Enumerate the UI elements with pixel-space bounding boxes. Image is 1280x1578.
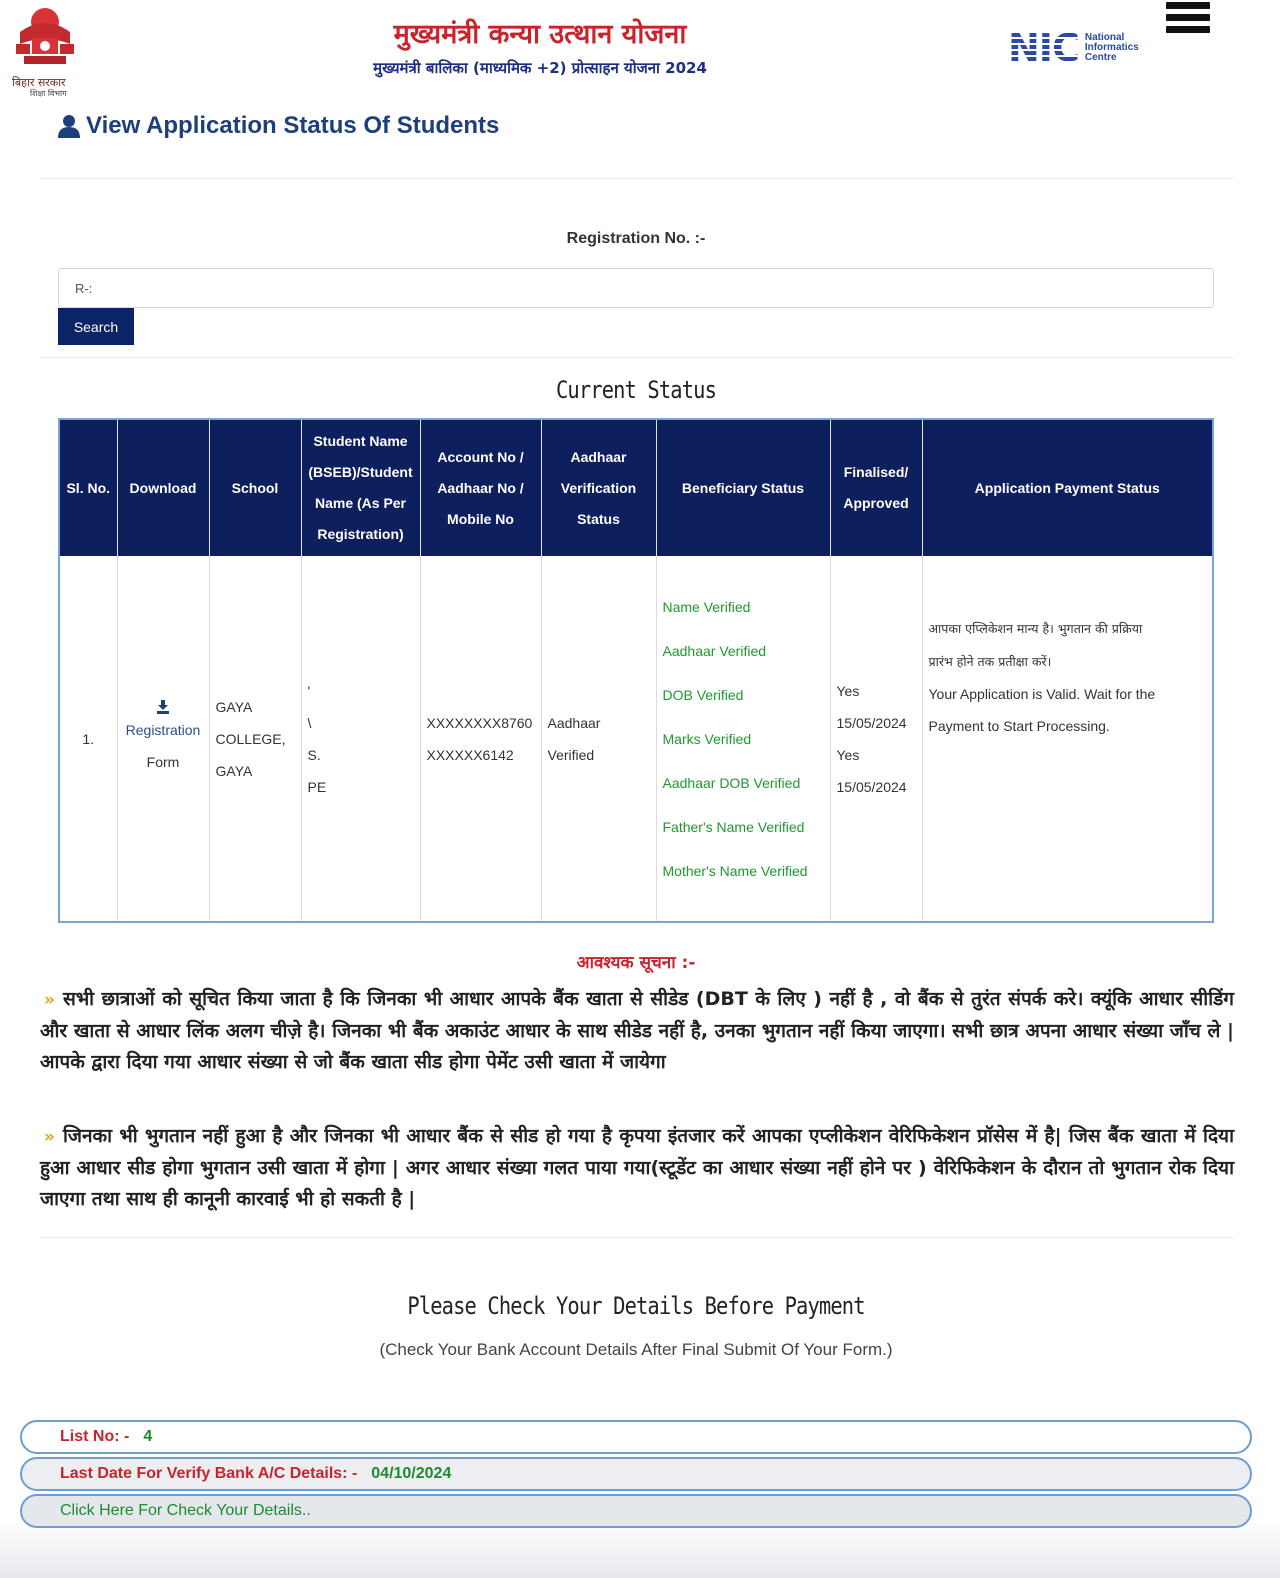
table-row <box>59 556 1213 922</box>
download-label: Form <box>146 753 180 770</box>
beneficiary-item: Aadhaar Verified <box>662 642 767 659</box>
aadhaar-line: Verified <box>547 746 595 763</box>
registration-label: Registration No. :- <box>566 230 706 247</box>
col-aadhaar-status <box>541 419 656 556</box>
divider <box>40 178 1234 179</box>
page-title <box>58 112 499 140</box>
account-line: XXXXXX6142 <box>426 746 514 763</box>
finalised-line: Yes <box>836 682 860 699</box>
last-date-label: Last Date For Verify Bank A/C Details: - <box>60 1465 358 1482</box>
col-account-no <box>420 419 541 556</box>
payment-line: आपका एप्लिकेशन मान्य है। भुगतान की प्रक्रिया <box>928 621 1143 636</box>
col-aadhaar-line: Status <box>577 510 620 527</box>
nic-line-3: Centre <box>1084 52 1117 63</box>
list-no-label: List No: - <box>60 1428 130 1445</box>
scheme-subtitle: मुख्यमंत्री बालिका (माध्यमिक +2) प्रोत्साहन योजना 2024 <box>373 59 707 77</box>
cell-payment-status <box>922 556 1213 922</box>
check-details-link[interactable] <box>20 1494 1252 1528</box>
status-table <box>58 418 1214 923</box>
school-line: GAYA <box>215 698 253 715</box>
finalised-line: 15/05/2024 <box>836 778 907 795</box>
scheme-title: मुख्यमंत्री कन्या उत्थान योजना <box>393 19 687 50</box>
col-aadhaar-line: Aadhaar <box>570 448 627 465</box>
cell-school <box>209 556 301 922</box>
cell-beneficiary-status <box>656 556 830 922</box>
list-no-value: 4 <box>143 1428 153 1445</box>
finalised-line: 15/05/2024 <box>836 714 907 731</box>
student-line: ' <box>307 682 311 699</box>
col-student-line: Name (As Per <box>314 495 407 511</box>
payment-check-subtitle: (Check Your Bank Account Details After Final Submit Of Your Form.) <box>379 1340 893 1359</box>
user-icon <box>58 114 80 138</box>
double-arrow-icon: » <box>44 1127 55 1147</box>
col-student-line: (BSEB)/Student <box>308 464 413 480</box>
notice-text: सभी छात्राओं को सूचित किया जाता है कि जिनका भी आधार आपके बैंक खाता से सीडेड (DBT के लिए ) नहीं है , वो बैंक से तुरंत संपर्क करे। क्यूंकि आधार सीडिंग और खाता से आधार लिंक अलग चीज़े है। जिनका भी बैंक अकाउंट आधार के साथ सीडेड नहीं है, उनका भुगतान नहीं किया जाएगा। सभी छात्र अपना आधार संख्या जाँच ले | आपके द्वारा दिया गया आधार संख्या से जो बैंक खाता सीड होगा पेमेंट उसी खाता में जायेगा <box>40 988 1234 1073</box>
notice-paragraph-1 <box>40 984 1234 1078</box>
col-student-line: Registration) <box>317 526 404 542</box>
nic-caption <box>1085 33 1139 63</box>
download-icon <box>156 700 170 714</box>
beneficiary-item: DOB Verified <box>662 686 744 703</box>
payment-line: Your Application is Valid. Wait for the <box>928 686 1156 702</box>
school-line: GAYA <box>215 762 253 779</box>
nic-line-1: National <box>1084 32 1125 43</box>
list-no-bar <box>20 1420 1252 1454</box>
col-payment-status: Application Payment Status <box>922 419 1213 556</box>
notice-text: जिनका भी भुगतान नहीं हुआ है और जिनका भी आधार बैंक से सीड हो गया है कृपया इंतजार करें आपका एप्लीकेशन वेरिफिकेशन प्रॉसेस में है| जिस बैंक खाता में दिया हुआ आधार सीड होगा भुगतान उसी खाता में होगा | अगर आधार संख्या गलत पाया गया(स्टूडेंट का आधार संख्या नहीं होने पर ) वेरिफिकेशन के दौरान तो भुगतान रोक दिया जाएगा तथा साथ ही कानूनी कारवाई भी हो सकती है | <box>40 1125 1234 1210</box>
cell-aadhaar-status <box>541 556 656 922</box>
download-label: Registration <box>125 721 201 738</box>
payment-line: प्रारंभ होने तक प्रतीक्षा करें। <box>928 654 1052 669</box>
cell-finalised <box>830 556 922 922</box>
nic-wordmark: NIC <box>1008 26 1079 70</box>
col-school: School <box>209 419 301 556</box>
col-finalised <box>830 419 922 556</box>
col-account-line: Aadhaar No / <box>437 479 524 496</box>
registration-input[interactable] <box>58 268 1214 308</box>
aadhaar-line: Aadhaar <box>547 714 601 731</box>
bottom-shade <box>0 1520 1280 1578</box>
cell-account-no <box>420 556 541 922</box>
beneficiary-item: Mother's Name Verified <box>662 862 808 879</box>
site-header <box>0 0 1280 110</box>
col-student-line: Student Name <box>313 433 408 449</box>
col-aadhaar-line: Verification <box>560 479 637 496</box>
nic-line-2: Informatics <box>1084 42 1139 53</box>
beneficiary-item: Name Verified <box>662 598 751 615</box>
notice-title: आवश्यक सूचना :- <box>576 953 696 973</box>
student-line: S. <box>307 746 321 763</box>
hamburger-menu-icon[interactable] <box>1166 2 1210 46</box>
table-header-row <box>59 419 1213 556</box>
student-line: \ <box>307 714 312 731</box>
divider <box>40 1237 1234 1238</box>
beneficiary-item: Father's Name Verified <box>662 818 805 835</box>
page-title-text: View Application Status Of Students <box>86 112 500 139</box>
col-finalised-line: Approved <box>843 495 909 511</box>
beneficiary-item: Aadhaar DOB Verified <box>662 774 801 791</box>
payment-line: Payment to Start Processing. <box>928 718 1110 734</box>
search-button[interactable]: Search <box>58 308 134 345</box>
col-finalised-line: Finalised/ <box>843 464 909 480</box>
col-account-line: Mobile No <box>447 510 514 527</box>
dept-caption: शिक्षा विभाग <box>30 89 67 98</box>
cell-sl-no: 1. <box>59 556 117 922</box>
check-details-text: Click Here For Check Your Details.. <box>60 1502 311 1519</box>
menu-bar <box>1166 2 1210 9</box>
col-sl-no: Sl. No. <box>59 419 117 556</box>
double-arrow-icon: » <box>44 990 55 1010</box>
payment-check-title: Please Check Your Details Before Payment <box>407 1292 865 1320</box>
menu-bar <box>1166 14 1210 21</box>
col-student-name <box>301 419 420 556</box>
download-registration-form-link[interactable] <box>117 556 209 922</box>
school-line: COLLEGE, <box>215 730 286 747</box>
account-line: XXXXXXXX8760 <box>426 714 533 731</box>
col-account-line: Account No / <box>437 448 524 465</box>
col-beneficiary-status: Beneficiary Status <box>656 419 830 556</box>
finalised-line: Yes <box>836 746 860 763</box>
col-download: Download <box>117 419 209 556</box>
notice-paragraph-2 <box>40 1121 1234 1215</box>
cell-student-name <box>301 556 420 922</box>
nic-logo <box>1008 28 1158 68</box>
last-date-value: 04/10/2024 <box>371 1465 452 1482</box>
current-status-title: Current Status <box>555 376 717 404</box>
menu-bar <box>1166 26 1210 33</box>
state-caption: बिहार सरकार <box>12 76 66 89</box>
divider <box>40 357 1234 358</box>
student-line: PE <box>307 778 327 795</box>
last-date-bar <box>20 1457 1252 1491</box>
beneficiary-item: Marks Verified <box>662 730 752 747</box>
